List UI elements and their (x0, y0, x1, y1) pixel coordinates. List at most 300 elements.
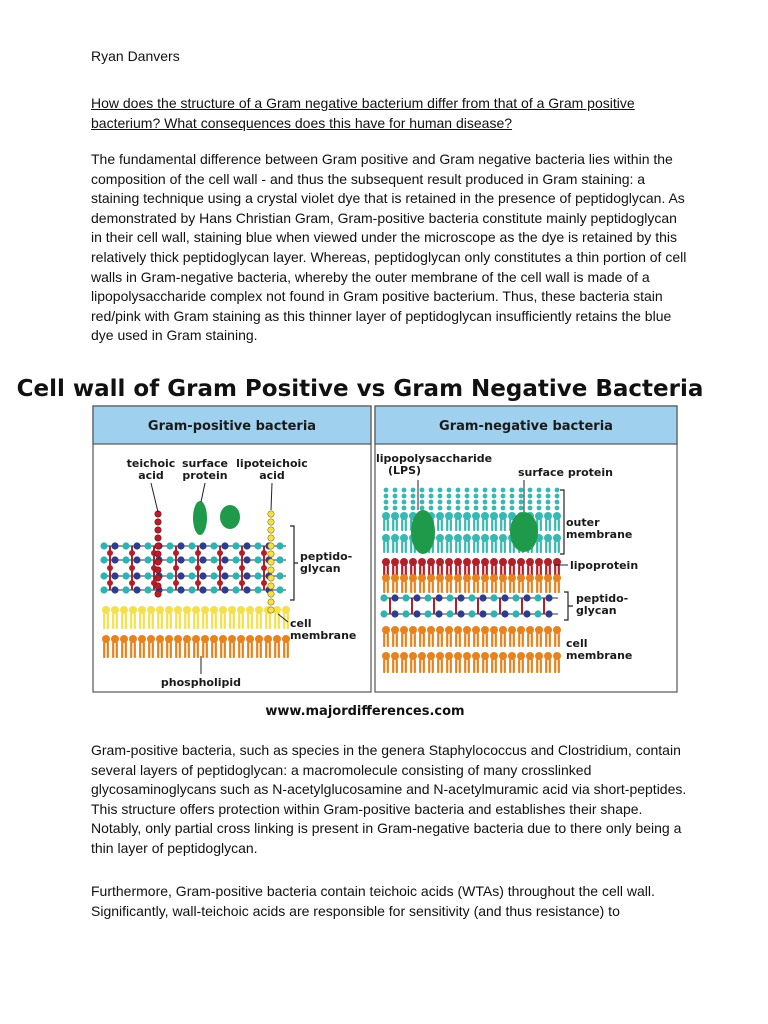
neg-glycan-row-sugar (512, 594, 519, 601)
lipoprotein-unit-head (409, 558, 417, 566)
surface-protein-label-2: protein (182, 469, 228, 482)
neg-lipid-lower-head (391, 652, 399, 660)
pos-peptide-node (173, 550, 179, 556)
lps-bead (465, 494, 470, 499)
lps-bead (519, 488, 524, 493)
neg-membrane-label-2: membrane (566, 649, 633, 662)
inner-lipid-upper-head (418, 574, 426, 582)
pos-lipid-upper-head (147, 606, 155, 614)
pos-lipid-lower-head (264, 635, 272, 643)
pos-glycan-row-sugar (122, 572, 129, 579)
lps-bead (537, 494, 542, 499)
lps-bead (483, 500, 488, 505)
pos-glycan-row-sugar (122, 586, 129, 593)
pos-lipid-upper-head (255, 606, 263, 614)
lps-bead (447, 500, 452, 505)
neg-lipid-upper-head (481, 626, 489, 634)
lipoprotein-unit-head (508, 558, 516, 566)
pos-peptide-node (107, 580, 113, 586)
lipoprotein-unit-head (382, 558, 390, 566)
neg-glycan-row-sugar (446, 594, 453, 601)
neg-glycan-row-sugar (479, 594, 486, 601)
pos-glycan-row-sugar (100, 586, 107, 593)
inner-lipid-upper-head (508, 574, 516, 582)
pos-glycan-row-sugar (243, 586, 250, 593)
outer-lipid-lower-head (436, 534, 444, 542)
pos-peptide-node (195, 550, 201, 556)
pos-glycan-row-sugar (210, 556, 217, 563)
pos-peptide-node (195, 580, 201, 586)
lps-bead (393, 494, 398, 499)
pos-lipid-lower-head (282, 635, 290, 643)
phospholipid-label: phospholipid (160, 676, 242, 689)
pos-glycan-row-sugar (177, 586, 184, 593)
lps-bead (456, 500, 461, 505)
pos-glycan-row-sugar (221, 556, 228, 563)
lipoprotein-unit-head (535, 558, 543, 566)
pos-peptidoglycan-label-1: peptido- (300, 550, 353, 563)
outer-lipid-lower-head (490, 534, 498, 542)
neg-lipid-upper-head (472, 626, 480, 634)
lps-bead (447, 506, 452, 511)
neg-lipid-upper-head (400, 626, 408, 634)
lipoprotein-unit-head (418, 558, 426, 566)
lipoteichoic-bead (268, 599, 274, 605)
lps-bead (438, 506, 443, 511)
neg-glycan-row-sugar (435, 610, 442, 617)
pos-peptide-node (173, 565, 179, 571)
lps-bead (420, 500, 425, 505)
neg-glycan-row-sugar (402, 610, 409, 617)
figure-title: Cell wall of Gram Positive vs Gram Negative Bacteria (16, 376, 704, 402)
pos-glycan-row-sugar (100, 572, 107, 579)
neg-lipid-upper-head (454, 626, 462, 634)
pos-surface-protein (220, 505, 240, 529)
lps-label-1: lipopolysaccharide (376, 452, 493, 465)
teichoic-label-2: acid (138, 469, 164, 482)
pos-glycan-row-sugar (133, 542, 140, 549)
neg-lipid-upper-head (427, 626, 435, 634)
outer-lipid-lower-head (472, 534, 480, 542)
pos-peptide-node (129, 550, 135, 556)
neg-glycan-row-sugar (534, 594, 541, 601)
lipoprotein-unit-head (544, 558, 552, 566)
inner-lipid-upper-head (463, 574, 471, 582)
pos-lipid-lower-head (228, 635, 236, 643)
outer-membrane-label-2: membrane (566, 528, 633, 541)
pos-lipid-upper-head (165, 606, 173, 614)
lps-bead (420, 488, 425, 493)
neg-glycan-row-sugar (457, 594, 464, 601)
pos-peptide-node (217, 565, 223, 571)
neg-lipid-lower-head (409, 652, 417, 660)
inner-lipid-upper-head (427, 574, 435, 582)
lps-bead (492, 488, 497, 493)
lipoprotein-unit-head (517, 558, 525, 566)
pos-lipid-lower-head (138, 635, 146, 643)
outer-lipid-upper-head (382, 512, 390, 520)
lps-bead (384, 500, 389, 505)
neg-glycan-row-sugar (468, 594, 475, 601)
inner-lipid-upper-head (499, 574, 507, 582)
teichoic-bead (155, 575, 161, 581)
pos-glycan-row-sugar (221, 586, 228, 593)
lps-bead (528, 506, 533, 511)
lps-bead (411, 488, 416, 493)
neg-glycan-row-sugar (545, 610, 552, 617)
neg-lipid-upper-head (544, 626, 552, 634)
lipoprotein-unit-head (445, 558, 453, 566)
pos-glycan-row-sugar (232, 542, 239, 549)
neg-glycan-row-sugar (523, 594, 530, 601)
lps-bead (519, 506, 524, 511)
pos-glycan-row-sugar (188, 572, 195, 579)
outer-membrane-label-1: outer (566, 516, 600, 529)
lipoprotein-unit-head (490, 558, 498, 566)
neg-lipid-lower-head (508, 652, 516, 660)
neg-lipid-lower-head (436, 652, 444, 660)
outer-lipid-upper-head (400, 512, 408, 520)
lps-bead (411, 500, 416, 505)
lipoteichoic-bead (268, 591, 274, 597)
lps-bead (492, 494, 497, 499)
lps-bead (447, 494, 452, 499)
pos-lipid-upper-head (228, 606, 236, 614)
lps-bead (429, 500, 434, 505)
outer-lipid-lower-head (454, 534, 462, 542)
lipoteichoic-bead (268, 543, 274, 549)
neg-lipid-upper-head (445, 626, 453, 634)
paragraph-intro: The fundamental difference between Gram positive and Gram negative bacteria lies within the composition of the cell wall - and thus the subsequent result produced in Gram staining: a staining technique using a crystal violet dye that is retained in the presence of peptidoglycan. As demonstrated by Hans Christian Gram, Gram-positive bacteria constitute mainly peptidoglycan in their cell wall, staining blue when viewed under the microscope as the dye is retained by this relatively thick peptidoglycan layer. Whereas, peptidoglycan only constitutes a thin portion of cell walls in Gram-negative bacteria, whereby the outer membrane of the cell wall is made of a lipopolysaccharide complex not found in Gram positive bacterium. Thus, these bacteria stain red/pink with Gram staining as this thinner layer of peptidoglycan insufficiently retains the blue dye used in Gram staining. (91, 151, 687, 344)
lipoprotein-unit-head (400, 558, 408, 566)
neg-lipid-upper-head (490, 626, 498, 634)
inner-lipid-upper-head (535, 574, 543, 582)
lps-label-2: (LPS) (388, 464, 422, 477)
pos-lipid-upper-head (129, 606, 137, 614)
neg-lipid-lower-head (553, 652, 561, 660)
neg-glycan-row-sugar (435, 594, 442, 601)
neg-lipid-upper-head (382, 626, 390, 634)
teichoic-bead (155, 527, 161, 533)
pos-glycan-row-sugar (254, 572, 261, 579)
neg-glycan-row-sugar (523, 610, 530, 617)
paragraph-peptidoglycan: Gram-positive bacteria, such as species in the genera Staphylococcus and Clostridium, contain several layers of peptidoglycan: a macromolecule consisting of many crosslinked glycosaminoglycans such as N-acetylglucosamine and N-acetylmuramic acid via short-peptides. This structure offers protection within Gram-positive bacteria and establishes their shape. Notably, only partial cross linking is present in Gram-negative bacteria due to there only being a thin layer of peptidoglycan. (91, 742, 687, 856)
pos-lipid-upper-head (138, 606, 146, 614)
lps-bead (510, 500, 515, 505)
lipoteichoic-bead (268, 535, 274, 541)
neg-glycan-row-sugar (413, 594, 420, 601)
pos-lipid-lower-head (219, 635, 227, 643)
lipoteichoic-label-1: lipoteichoic (236, 457, 308, 470)
pos-lipid-lower-head (246, 635, 254, 643)
pos-lipid-lower-head (183, 635, 191, 643)
inner-lipid-upper-head (400, 574, 408, 582)
neg-lipid-lower-head (499, 652, 507, 660)
pos-glycan-row-sugar (210, 586, 217, 593)
pos-glycan-row-sugar (133, 556, 140, 563)
lps-bead (510, 494, 515, 499)
inner-lipid-upper-head (445, 574, 453, 582)
neg-glycan-row-sugar (490, 610, 497, 617)
pos-lipid-upper-head (201, 606, 209, 614)
pos-glycan-row-sugar (276, 556, 283, 563)
pos-lipid-upper-head (156, 606, 164, 614)
neg-glycan-row-sugar (391, 594, 398, 601)
pos-lipid-upper-head (237, 606, 245, 614)
outer-lipid-lower-head (481, 534, 489, 542)
pos-surface-protein (193, 501, 207, 535)
pos-glycan-row-sugar (166, 586, 173, 593)
outer-lipid-upper-head (436, 512, 444, 520)
lps-bead (537, 500, 542, 505)
neg-lipid-lower-head (535, 652, 543, 660)
outer-lipid-upper-head (535, 512, 543, 520)
neg-lipid-lower-head (517, 652, 525, 660)
pos-lipid-upper-head (111, 606, 119, 614)
neg-glycan-row-sugar (446, 610, 453, 617)
lipoprotein-unit-head (391, 558, 399, 566)
outer-lipid-lower-head (382, 534, 390, 542)
lps-bead (528, 488, 533, 493)
lps-bead (402, 488, 407, 493)
neg-lipid-lower-head (382, 652, 390, 660)
author-name: Ryan Danvers (91, 48, 180, 64)
pos-peptide-node (239, 550, 245, 556)
lipoprotein-unit-head (427, 558, 435, 566)
lps-bead (555, 488, 560, 493)
lps-bead (465, 488, 470, 493)
lipoteichoic-bead (268, 551, 274, 557)
lps-bead (501, 506, 506, 511)
neg-glycan-row-sugar (468, 610, 475, 617)
pos-lipid-upper-head (174, 606, 182, 614)
neg-glycan-row-sugar (479, 610, 486, 617)
pos-peptide-node (107, 565, 113, 571)
neg-glycan-row-sugar (545, 594, 552, 601)
lps-bead (537, 506, 542, 511)
lps-bead (546, 500, 551, 505)
neg-lipid-upper-head (535, 626, 543, 634)
pos-glycan-row-sugar (188, 556, 195, 563)
pos-glycan-row-sugar (276, 586, 283, 593)
lps-bead (420, 506, 425, 511)
neg-lipid-lower-head (418, 652, 426, 660)
neg-glycan-row-sugar (424, 594, 431, 601)
inner-lipid-upper-head (454, 574, 462, 582)
pos-glycan-row-sugar (144, 556, 151, 563)
inner-lipid-upper-head (490, 574, 498, 582)
neg-glycan-row-sugar (457, 610, 464, 617)
outer-lipid-upper-head (472, 512, 480, 520)
lipoteichoic-bead (268, 511, 274, 517)
pos-glycan-row-sugar (122, 542, 129, 549)
lps-bead (456, 506, 461, 511)
pos-glycan-row-sugar (199, 586, 206, 593)
pos-glycan-row-sugar (188, 542, 195, 549)
inner-lipid-upper-head (553, 574, 561, 582)
pos-peptide-node (129, 580, 135, 586)
lps-bead (438, 494, 443, 499)
neg-glycan-row-sugar (512, 610, 519, 617)
neg-lipid-lower-head (427, 652, 435, 660)
teichoic-bead (155, 551, 161, 557)
pos-glycan-row-sugar (243, 542, 250, 549)
pos-glycan-row-sugar (144, 586, 151, 593)
lps-bead (393, 488, 398, 493)
lipoprotein-unit-head (463, 558, 471, 566)
neg-lipid-lower-head (481, 652, 489, 660)
lps-bead (510, 506, 515, 511)
pos-peptide-node (217, 580, 223, 586)
neg-glycan-row-sugar (413, 610, 420, 617)
lipoteichoic-bead (268, 583, 274, 589)
lps-bead (384, 506, 389, 511)
gram-negative-heading: Gram-negative bacteria (439, 419, 613, 434)
lps-bead (546, 488, 551, 493)
pos-glycan-row-sugar (111, 556, 118, 563)
pos-glycan-row-sugar (144, 542, 151, 549)
pos-glycan-row-sugar (199, 542, 206, 549)
neg-surface-protein-label: surface protein (518, 466, 613, 479)
pos-lipid-upper-head (120, 606, 128, 614)
outer-lipid-upper-head (553, 512, 561, 520)
neg-glycan-row-sugar (402, 594, 409, 601)
lps-bead (447, 488, 452, 493)
outer-lipid-upper-head (463, 512, 471, 520)
lipoprotein-unit-head (454, 558, 462, 566)
outer-lipid-lower-head (463, 534, 471, 542)
lps-bead (474, 488, 479, 493)
pos-glycan-row-sugar (232, 556, 239, 563)
lipoteichoic-bead (268, 527, 274, 533)
neg-lipid-upper-head (553, 626, 561, 634)
pos-peptide-node (239, 580, 245, 586)
lipoteichoic-bead (268, 567, 274, 573)
lipoprotein-unit-head (526, 558, 534, 566)
teichoic-bead (155, 591, 161, 597)
lps-bead (402, 494, 407, 499)
pos-glycan-row-sugar (100, 542, 107, 549)
lipoprotein-label: lipoprotein (570, 559, 639, 572)
outer-lipid-upper-head (499, 512, 507, 520)
lps-bead (519, 500, 524, 505)
neg-peptidoglycan-label-2: glycan (576, 604, 617, 617)
teichoic-bead (155, 535, 161, 541)
pos-glycan-row-sugar (199, 556, 206, 563)
neg-lipid-lower-head (526, 652, 534, 660)
neg-glycan-row-sugar (490, 594, 497, 601)
neg-lipid-upper-head (526, 626, 534, 634)
lps-bead (555, 500, 560, 505)
lps-bead (483, 506, 488, 511)
pos-lipid-upper-head (183, 606, 191, 614)
cell-wall-diagram (16, 364, 704, 724)
inner-lipid-upper-head (436, 574, 444, 582)
lps-bead (501, 494, 506, 499)
lps-bead (528, 500, 533, 505)
pos-lipid-lower-head (192, 635, 200, 643)
outer-lipid-lower-head (445, 534, 453, 542)
neg-lipid-lower-head (400, 652, 408, 660)
lps-bead (465, 506, 470, 511)
pos-peptide-node (195, 565, 201, 571)
pos-glycan-row-sugar (210, 542, 217, 549)
lps-bead (510, 488, 515, 493)
lipoteichoic-label-2: acid (259, 469, 285, 482)
neg-lipid-upper-head (436, 626, 444, 634)
lps-bead (456, 494, 461, 499)
neg-lipid-upper-head (409, 626, 417, 634)
pos-lipid-lower-head (129, 635, 137, 643)
pos-lipid-upper-head (282, 606, 290, 614)
neg-glycan-row-sugar (424, 610, 431, 617)
lps-bead (411, 494, 416, 499)
neg-glycan-row-sugar (380, 594, 387, 601)
pos-peptide-node (217, 550, 223, 556)
pos-glycan-row-sugar (243, 556, 250, 563)
pos-glycan-row-sugar (243, 572, 250, 579)
lps-bead (438, 488, 443, 493)
pos-peptide-node (107, 550, 113, 556)
lps-bead (474, 506, 479, 511)
outer-lipid-lower-head (391, 534, 399, 542)
lps-bead (537, 488, 542, 493)
pos-lipid-upper-head (219, 606, 227, 614)
neg-glycan-row-sugar (391, 610, 398, 617)
neg-membrane-label-1: cell (566, 637, 588, 650)
neg-lipid-lower-head (472, 652, 480, 660)
pos-lipid-lower-head (174, 635, 182, 643)
pos-lipid-lower-head (210, 635, 218, 643)
pos-glycan-row-sugar (177, 556, 184, 563)
neg-lipid-lower-head (544, 652, 552, 660)
pos-lipid-lower-head (273, 635, 281, 643)
outer-lipid-upper-head (391, 512, 399, 520)
outer-lipid-upper-head (454, 512, 462, 520)
neg-lipid-lower-head (463, 652, 471, 660)
pos-glycan-row-sugar (144, 572, 151, 579)
lps-bead (555, 494, 560, 499)
lps-bead (429, 488, 434, 493)
neg-lipid-upper-head (418, 626, 426, 634)
pos-lipid-lower-head (201, 635, 209, 643)
lps-bead (384, 494, 389, 499)
outer-lipid-lower-head (544, 534, 552, 542)
neg-lipid-upper-head (517, 626, 525, 634)
lps-bead (393, 500, 398, 505)
lps-bead (402, 500, 407, 505)
pos-glycan-row-sugar (111, 572, 118, 579)
neg-lipid-lower-head (490, 652, 498, 660)
pos-glycan-row-sugar (133, 572, 140, 579)
lps-bead (555, 506, 560, 511)
inner-lipid-upper-head (409, 574, 417, 582)
pos-glycan-row-sugar (177, 542, 184, 549)
pos-lipid-upper-head (246, 606, 254, 614)
lipoteichoic-bead (268, 575, 274, 581)
neg-peptidoglycan-label-1: peptido- (576, 592, 629, 605)
essay-question: How does the structure of a Gram negative bacterium differ from that of a Gram positive bacterium? What consequences does this have for human disease? (91, 95, 635, 131)
lps-bead (438, 500, 443, 505)
inner-lipid-upper-head (481, 574, 489, 582)
neg-glycan-row-sugar (501, 594, 508, 601)
pos-glycan-row-sugar (166, 572, 173, 579)
lps-bead (402, 506, 407, 511)
surface-protein-label-1: surface (182, 457, 228, 470)
pos-peptidoglycan-label-2: glycan (300, 562, 341, 575)
pos-lipid-lower-head (255, 635, 263, 643)
neg-lipid-upper-head (508, 626, 516, 634)
